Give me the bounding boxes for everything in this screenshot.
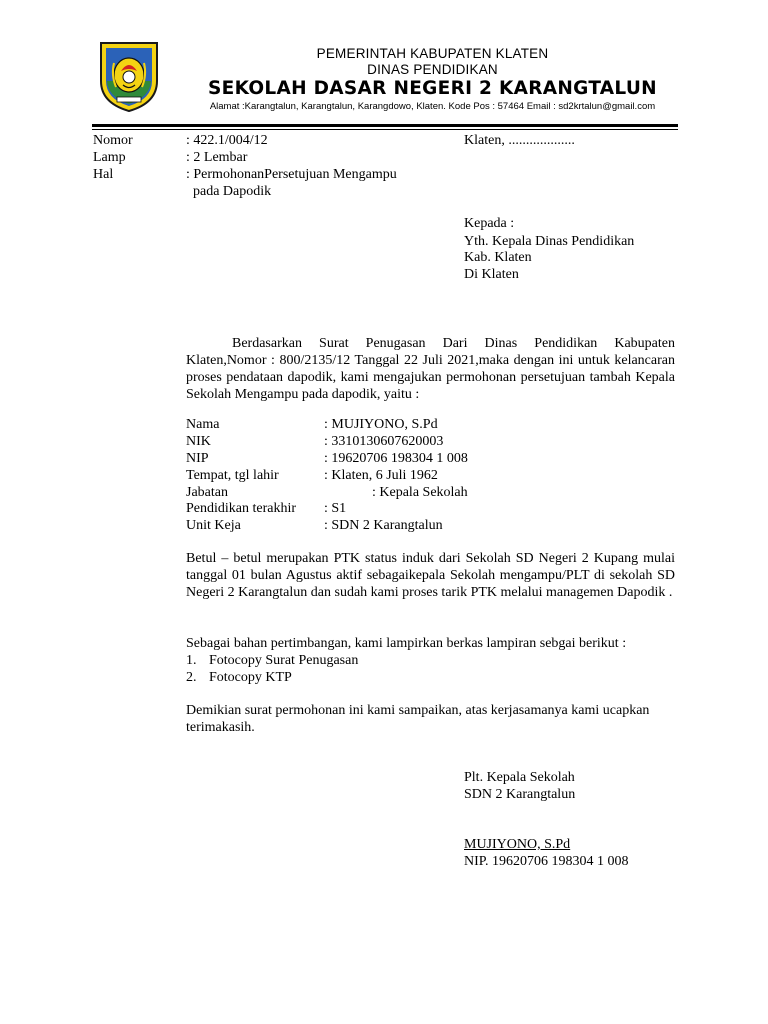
letterhead-rule-thin (92, 129, 678, 130)
place-date: Klaten, ................... (464, 133, 575, 148)
identity-value-nama: : MUJIYONO, S.Pd (324, 417, 438, 432)
identity-label-nip: NIP (186, 451, 209, 466)
identity-label-unit: Unit Keja (186, 518, 241, 533)
status-paragraph: Betul – betul merupakan PTK status induk dari Sekolah SD Negeri 2 Kupang mulai tanggal 01 bulan Agustus aktif sebagaikepala Sekolah mengampu/PLT di sekolah SD Negeri 2 Karangtalun dan sudah kami proses tarik PTK melalui managemen Dapodik . (186, 551, 675, 600)
kop-government-line: PEMERINTAH KABUPATEN KLATEN (316, 46, 549, 61)
attachment-item: Fotocopy KTP (209, 670, 292, 685)
identity-label-nama: Nama (186, 417, 220, 432)
identity-value-birth: : Klaten, 6 Juli 1962 (324, 468, 438, 483)
identity-value-education: : S1 (324, 501, 347, 516)
lamp-label: Lamp (93, 150, 126, 165)
school-emblem-logo (99, 41, 159, 113)
identity-label-birth: Tempat, tgl lahir (186, 468, 279, 483)
hal-value-line1: : PermohonanPersetujuan Mengampu (186, 167, 397, 182)
closing-paragraph: Demikian surat permohonan ini kami sampaikan, atas kerjasamanya kami ucapkan terimakasih. (186, 703, 650, 735)
identity-label-jabatan: Jabatan (186, 485, 228, 500)
attachments-intro: Sebagai bahan pertimbangan, kami lampirkan berkas lampiran sebgai berikut : (186, 636, 627, 651)
kop-department-line: DINAS PENDIDIKAN (367, 62, 498, 77)
attachment-item: Fotocopy Surat Penugasan (209, 653, 359, 668)
nomor-label: Nomor (93, 133, 133, 148)
signature-title: Plt. Kepala Sekolah (464, 770, 575, 785)
identity-label-education: Pendidikan terakhir (186, 501, 297, 516)
recipient-kepada: Kepada : (464, 216, 515, 231)
hal-value-line2: pada Dapodik (193, 184, 272, 199)
signature-nip: NIP. 19620706 198304 1 008 (464, 854, 629, 869)
hal-label: Hal (93, 167, 114, 182)
signature-school: SDN 2 Karangtalun (464, 787, 576, 802)
kop-school-name: SEKOLAH DASAR NEGERI 2 KARANGTALUN (208, 78, 657, 99)
attachment-number: 1. (186, 653, 197, 668)
nomor-value: : 422.1/004/12 (186, 133, 268, 148)
identity-value-nik: : 3310130607620003 (324, 434, 444, 449)
lamp-value: : 2 Lembar (186, 150, 248, 165)
identity-value-jabatan: : Kepala Sekolah (372, 485, 468, 500)
identity-label-nik: NIK (186, 434, 211, 449)
identity-value-unit: : SDN 2 Karangtalun (324, 518, 443, 533)
kop-address: Alamat :Karangtalun, Karangtalun, Karangdowo, Klaten. Kode Pos : 57464 Email : sd2krtalun@gmail.com (209, 101, 656, 112)
emblem-icon (99, 41, 159, 113)
identity-value-nip: : 19620706 198304 1 008 (324, 451, 468, 466)
signature-name: MUJIYONO, S.Pd (464, 837, 571, 852)
recipient-title: Yth. Kepala Dinas Pendidikan (464, 234, 635, 249)
intro-paragraph: Berdasarkan Surat Penugasan Dari Dinas Pendidikan Kabupaten Klaten,Nomor : 800/2135/12 Tanggal 22 Juli 2021,maka dengan ini untuk kelancaran proses pendataan dapodik, kami mengajukan permohonan persetujuan tambah Kepala Sekolah Mengampu pada dapodik, yaitu : (186, 336, 675, 402)
attachment-number: 2. (186, 670, 197, 685)
recipient-region: Kab. Klaten (464, 250, 532, 265)
recipient-city: Di Klaten (464, 267, 519, 282)
letterhead-rule-thick (92, 124, 678, 127)
